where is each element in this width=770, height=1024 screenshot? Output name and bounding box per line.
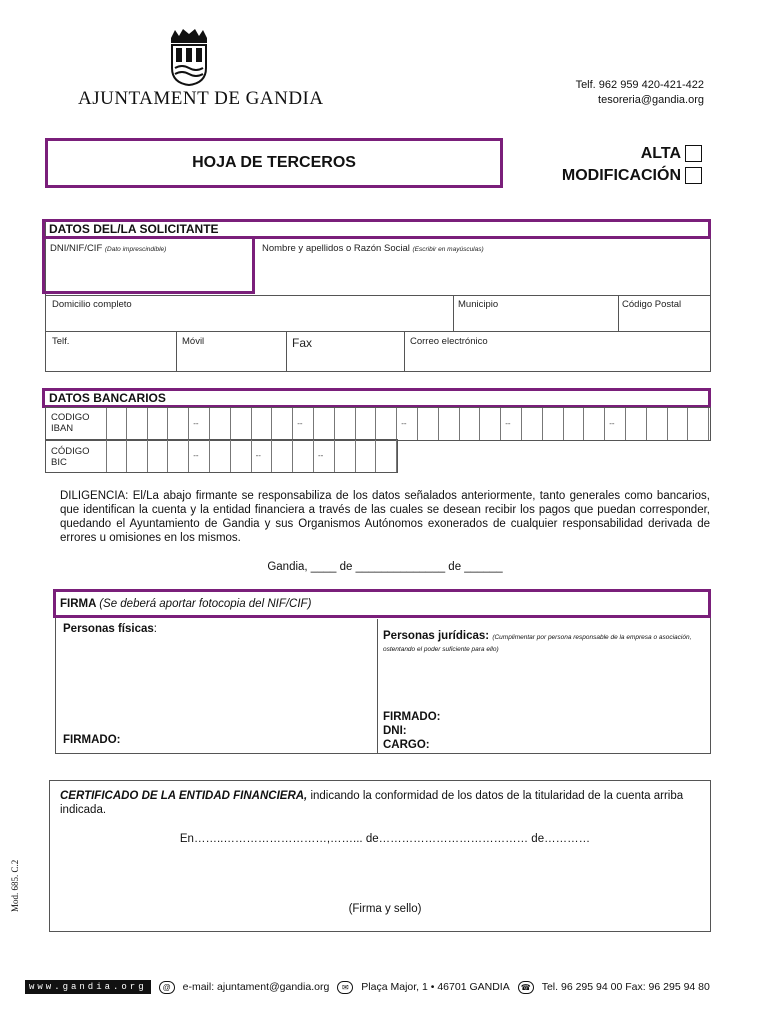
- modificacion-checkbox[interactable]: [685, 167, 702, 184]
- iban-digit-cell[interactable]: [272, 408, 293, 440]
- bic-digit-cell[interactable]: [168, 440, 189, 472]
- fax-label: Fax: [292, 336, 313, 350]
- bic-digit-cell[interactable]: [335, 440, 356, 472]
- iban-digit-cell[interactable]: [460, 408, 481, 440]
- firmado-fisicas: FIRMADO:: [63, 734, 121, 746]
- fecha-line: Gandia, ____ de ______________ de ______: [267, 561, 503, 573]
- municipio-label: Municipio: [458, 299, 499, 310]
- envelope-icon: ✉: [337, 981, 353, 994]
- solicitante-heading: DATOS DEL/LA SOLICITANTE: [42, 219, 711, 239]
- iban-digit-cell[interactable]: [626, 408, 647, 440]
- form-title: HOJA DE TERCEROS: [45, 138, 503, 188]
- iban-digit-cell[interactable]: [376, 408, 397, 440]
- iban-digit-cell[interactable]: [210, 408, 231, 440]
- phone-icon: ☎: [518, 981, 534, 994]
- certificado-en-line: En……..………………………,……... de………………………………… de…………: [179, 833, 591, 845]
- bic-label: CÓDIGO BIC: [51, 446, 90, 468]
- bic-separator: --: [193, 451, 199, 460]
- iban-digit-cell[interactable]: [668, 408, 689, 440]
- correo-label: Correo electrónico: [410, 336, 488, 347]
- personas-fisicas-label: Personas físicas:: [63, 623, 157, 635]
- bic-digit-cell[interactable]: [356, 440, 377, 472]
- bic-row[interactable]: [45, 439, 398, 473]
- page-footer: [25, 980, 710, 994]
- bic-separator: --: [255, 451, 261, 460]
- model-code: Mod. 685. C.2: [10, 859, 20, 912]
- iban-digit-cell[interactable]: [480, 408, 501, 440]
- iban-digit-cell[interactable]: [522, 408, 543, 440]
- iban-digit-cell[interactable]: [688, 408, 709, 440]
- iban-digit-cell[interactable]: [605, 408, 626, 440]
- bic-digit-cell[interactable]: [231, 440, 252, 472]
- bic-digit-cell[interactable]: [293, 440, 314, 472]
- footer-address: Plaça Major, 1 • 46701 GANDIA: [361, 981, 510, 993]
- firma-heading: FIRMA (Se deberá aportar fotocopia del NIF/CIF): [53, 589, 711, 618]
- footer-phone-fax: Tel. 96 295 94 00 Fax:: [541, 981, 646, 993]
- firma-sello-label: (Firma y sello): [348, 903, 422, 915]
- iban-digit-cell[interactable]: [356, 408, 377, 440]
- request-type-options: [562, 143, 702, 187]
- dni-label: DNI/NIF/CIF (Dato imprescindible): [50, 243, 167, 254]
- bic-digit-cell[interactable]: [106, 440, 127, 472]
- iban-digit-cell[interactable]: [418, 408, 439, 440]
- iban-digit-cell[interactable]: [252, 408, 273, 440]
- iban-digit-cell[interactable]: [168, 408, 189, 440]
- org-name: AJUNTAMENT DE GANDIA: [78, 88, 324, 109]
- bic-digit-cell[interactable]: [189, 440, 210, 472]
- iban-separator: --: [609, 419, 615, 428]
- footer-fax-number: 96 295 94 80: [648, 981, 710, 993]
- iban-digit-cell[interactable]: [293, 408, 314, 440]
- footer-email[interactable]: e-mail: ajuntament@gandia.org: [182, 981, 330, 993]
- contact-info: [576, 78, 704, 108]
- iban-digit-cell[interactable]: [148, 408, 169, 440]
- iban-digit-cell[interactable]: [501, 408, 522, 440]
- bic-digit-cell[interactable]: [314, 440, 335, 472]
- alta-checkbox[interactable]: [685, 145, 702, 162]
- iban-digit-cell[interactable]: [543, 408, 564, 440]
- iban-separator: --: [193, 419, 199, 428]
- firmado-juridicas: FIRMADO: DNI: CARGO:: [383, 711, 441, 751]
- contact-email: tesoreria@gandia.org: [598, 94, 704, 106]
- iban-digit-cell[interactable]: [647, 408, 668, 440]
- footer-web[interactable]: www.gandia.org: [25, 980, 151, 994]
- bic-digit-cell[interactable]: [210, 440, 231, 472]
- bic-digit-cell[interactable]: [252, 440, 273, 472]
- bic-digit-cell[interactable]: [127, 440, 148, 472]
- codigo-postal-label: Código Postal: [622, 299, 682, 310]
- iban-label: CODIGO IBAN: [51, 412, 90, 434]
- iban-digit-cell[interactable]: [231, 408, 252, 440]
- iban-separator: --: [401, 419, 407, 428]
- telf-label: Telf.: [52, 336, 70, 347]
- bic-digit-cell[interactable]: [376, 440, 397, 472]
- iban-row[interactable]: [45, 407, 711, 441]
- contact-phone: Telf. 962 959 420-421-422: [575, 79, 704, 91]
- gandia-coat-of-arms-logo: [165, 28, 213, 86]
- iban-digit-cell[interactable]: [439, 408, 460, 440]
- modificacion-label: MODIFICACIÓN: [561, 167, 681, 184]
- iban-digit-cell[interactable]: [584, 408, 605, 440]
- at-icon: @: [159, 981, 175, 994]
- movil-label: Móvil: [182, 336, 205, 347]
- iban-digit-cell[interactable]: [189, 408, 210, 440]
- iban-digit-cell[interactable]: [564, 408, 585, 440]
- bic-digit-cell[interactable]: [148, 440, 169, 472]
- iban-digit-cell[interactable]: [106, 408, 127, 440]
- alta-label: ALTA: [640, 145, 681, 162]
- iban-digit-cell[interactable]: [314, 408, 335, 440]
- iban-digit-cell[interactable]: [335, 408, 356, 440]
- certificado-text: CERTIFICADO DE LA ENTIDAD FINANCIERA, indicando la conformidad de los datos de la titularidad de la cuenta arriba indicada.: [60, 790, 684, 816]
- diligencia-text: DILIGENCIA: El/La abajo firmante se responsabiliza de los datos señalados anteriormente, tanto generales como bancarios, que identifican la cuenta y la entidad financiera a través de las cuales se desean recibir los pagos que puedan corresponder, quedando el Ayuntamiento de Gandia y sus Organismos Autónomos exonerados de cualquier responsabilidad derivada de errores u omisiones en los mismos.: [60, 490, 710, 544]
- bic-digit-cell[interactable]: [272, 440, 293, 472]
- bic-separator: --: [318, 451, 324, 460]
- iban-digit-cell[interactable]: [127, 408, 148, 440]
- iban-digit-cell[interactable]: [397, 408, 418, 440]
- nombre-label: Nombre y apellidos o Razón Social (Escribir en mayúsculas): [262, 243, 484, 254]
- personas-juridicas-label: Personas jurídicas: (Cumplimentar por persona responsable de la empresa o asociación, ostentando el poder suficiente para ello): [383, 630, 692, 653]
- iban-separator: --: [297, 419, 303, 428]
- iban-separator: --: [505, 419, 511, 428]
- bancarios-heading: DATOS BANCARIOS: [42, 388, 711, 408]
- domicilio-label: Domicilio completo: [52, 299, 132, 310]
